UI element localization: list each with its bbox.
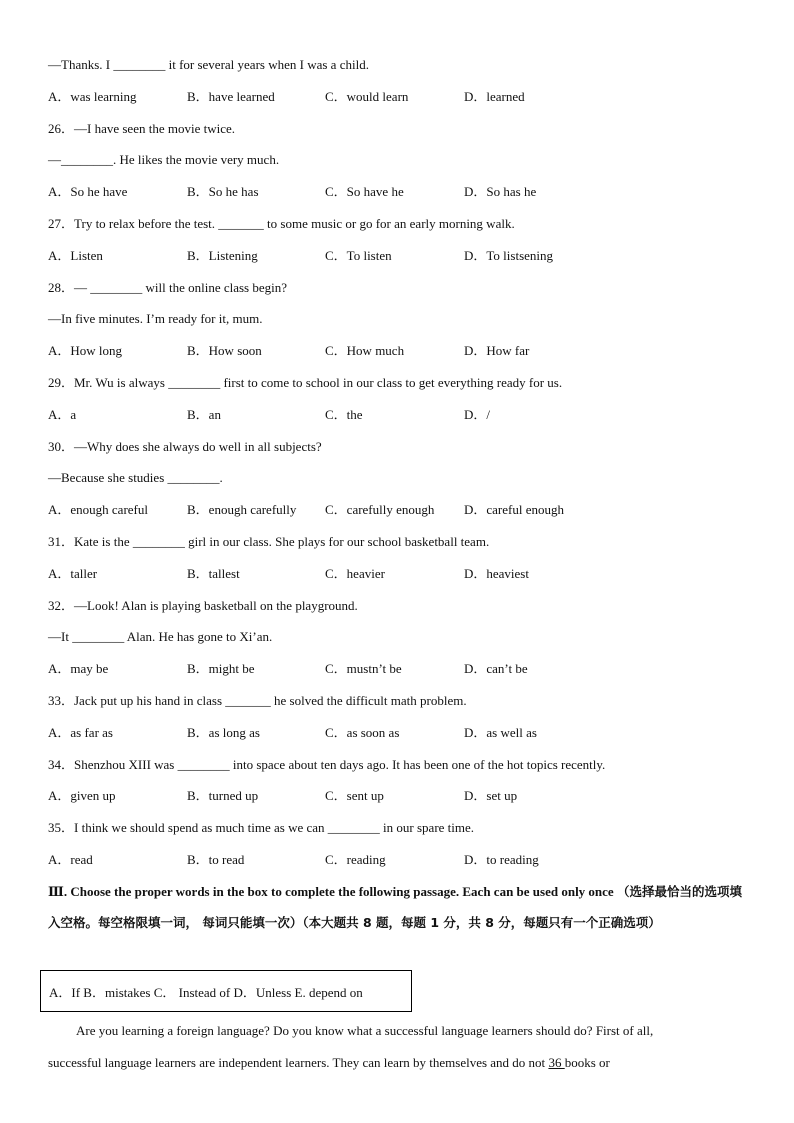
option-b: B．might be <box>187 661 255 676</box>
section-3-chinese: （选择最恰当的选项填入空格。每空格限填一词， 每词只能填一次）（本大题共 8 题，每题 1 分，共 8 分，每题只有一个正确选项） <box>48 884 742 930</box>
option-a: A．given up <box>48 788 116 803</box>
option-d: D．to reading <box>464 852 539 867</box>
option-c: C．carefully enough <box>325 502 435 517</box>
question-line-q28: 28．— ________ will the online class begin? <box>48 280 288 295</box>
option-d: D．as well as <box>464 725 537 740</box>
question-line-q28b: —In five minutes. I’m ready for it, mum. <box>48 311 263 326</box>
word-box <box>40 970 412 1012</box>
question-line-q35: 35．I think we should spend as much time as we can ________ in our spare time. <box>48 820 475 835</box>
question-line-q27: 27．Try to relax before the test. _______ to some music or go for an early morning walk. <box>48 216 515 231</box>
option-d: D．can’t be <box>464 661 528 676</box>
option-c: C．as soon as <box>325 725 400 740</box>
option-d: D．/ <box>464 407 491 422</box>
passage-line-2-end: books or <box>564 1055 610 1070</box>
option-d: D．heaviest <box>464 566 529 581</box>
option-b: B．an <box>187 407 221 422</box>
section-3-instructions <box>48 876 748 938</box>
section-3-english: Ⅲ. Choose the proper words in the box to complete the following passage. Each can be used only once <box>48 884 617 899</box>
question-line-q31: 31．Kate is the ________ girl in our class. She plays for our school basketball team. <box>48 534 490 549</box>
option-c: C．sent up <box>325 788 384 803</box>
option-a: A．taller <box>48 566 98 581</box>
passage-line-2 <box>48 1054 610 1072</box>
question-line-q30: 30．—Why does she always do well in all subjects? <box>48 439 322 454</box>
option-b: B．turned up <box>187 788 259 803</box>
option-a: A．How long <box>48 343 123 358</box>
option-b: B．tallest <box>187 566 240 581</box>
option-d: D．How far <box>464 343 530 358</box>
option-a: A．So he have <box>48 184 128 199</box>
option-b: B．enough carefully <box>187 502 297 517</box>
option-a: A．a <box>48 407 77 422</box>
question-line-q26: 26．—I have seen the movie twice. <box>48 121 235 136</box>
option-a: A．read <box>48 852 93 867</box>
question-line-q26b: —________. He likes the movie very much. <box>48 152 280 167</box>
option-c: C．reading <box>325 852 386 867</box>
option-a: A．enough careful <box>48 502 148 517</box>
option-a: A．as far as <box>48 725 113 740</box>
question-line-l1: —Thanks. I ________ it for several years when I was a child. <box>48 57 369 72</box>
option-b: B．How soon <box>187 343 262 358</box>
option-c: C．So have he <box>325 184 404 199</box>
question-line-q29: 29．Mr. Wu is always ________ first to come to school in our class to get everything ready for us. <box>48 375 563 390</box>
option-d: D．So has he <box>464 184 537 199</box>
option-c: C．the <box>325 407 363 422</box>
option-b: B．as long as <box>187 725 260 740</box>
option-b: B．have learned <box>187 89 275 104</box>
blank-36: 36 <box>548 1055 565 1070</box>
option-d: D．careful enough <box>464 502 564 517</box>
option-d: D．learned <box>464 89 525 104</box>
option-c: C．would learn <box>325 89 409 104</box>
option-b: B．Listening <box>187 248 258 263</box>
option-a: A．Listen <box>48 248 103 263</box>
option-c: C．How much <box>325 343 405 358</box>
question-line-q34: 34．Shenzhou XIII was ________ into space about ten days ago. It has been one of the hot topics recently. <box>48 757 606 772</box>
option-b: B．So he has <box>187 184 259 199</box>
question-line-q32b: —It ________ Alan. He has gone to Xi’an. <box>48 629 273 644</box>
passage-line-2-start: successful language learners are independent learners. They can learn by themselves and do not <box>48 1055 549 1070</box>
option-a: A．may be <box>48 661 109 676</box>
option-b: B．to read <box>187 852 245 867</box>
option-d: D．set up <box>464 788 518 803</box>
question-line-q33: 33．Jack put up his hand in class _______ he solved the difficult math problem. <box>48 693 467 708</box>
question-line-q30b: —Because she studies ________. <box>48 470 223 485</box>
option-c: C．mustn’t be <box>325 661 402 676</box>
passage-line-1: Are you learning a foreign language? Do you know what a successful language learners should do? First of all, <box>76 1023 654 1038</box>
option-c: C．To listen <box>325 248 392 263</box>
option-d: D．To listsening <box>464 248 554 263</box>
option-a: A．was learning <box>48 89 137 104</box>
option-c: C．heavier <box>325 566 385 581</box>
question-line-q32: 32．—Look! Alan is playing basketball on the playground. <box>48 598 358 613</box>
word-box-text: A．If B．mistakes C． Instead of D．Unless E. depend on <box>49 984 363 1000</box>
